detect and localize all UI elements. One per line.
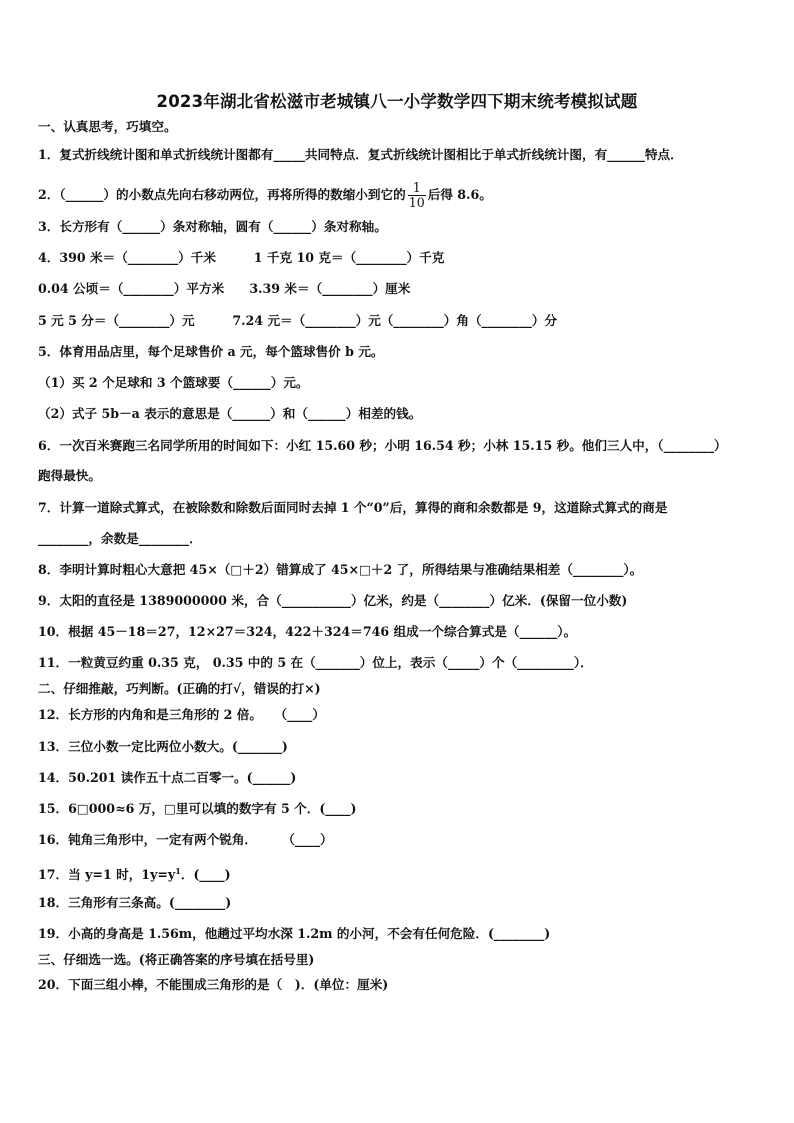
section-1-heading: 一、认真思考，巧填空。	[38, 119, 177, 134]
question-5-part-1: （1）买 2 个足球和 3 个篮球要（______）元。	[38, 375, 309, 390]
question-6-line-2: 跑得最快。	[38, 468, 101, 483]
question-7-line-2: ________，余数是________．	[38, 531, 202, 546]
question-5: 5．体育用品店里，每个足球售价 a 元，每个篮球售价 b 元。	[38, 344, 384, 359]
question-17	[38, 863, 231, 883]
question-10: 10．根据 45－18＝27，12×27＝324，422＋324＝746 组成一个综合算式是（______）。	[38, 624, 577, 639]
question-18: 18．三角形有三条高。(________)	[38, 895, 232, 910]
question-12: 12．长方形的内角和是三角形的 2 倍。 （____）	[38, 707, 325, 722]
question-2-text-before: 2．（______）的小数点先向右移动两位，再将所得的数缩小到它的	[38, 187, 406, 202]
question-2-text-after: 后得 8.6。	[427, 187, 492, 202]
question-17-superscript: 1	[175, 866, 181, 876]
question-13: 13．三位小数一定比两位小数大。(_______)	[38, 739, 288, 754]
question-1: 1．复式折线统计图和单式折线统计图都有_____共同特点．复式折线统计图相比于单式折线统计图，有______特点．	[38, 147, 683, 162]
fraction-one-tenth	[408, 181, 426, 210]
question-4-line-1: 4．390 米＝（________）千米 1 千克 10 克＝（________）千克	[38, 250, 445, 265]
section-2-heading: 二、仔细推敲，巧判断。(正确的打√，错误的打×)	[38, 681, 321, 696]
page-title: 2023年湖北省松滋市老城镇八一小学数学四下期末统考模拟试题	[156, 92, 638, 111]
fraction-denominator: 10	[408, 195, 425, 210]
question-4-line-2: 0.04 公顷＝（________）平方米 3.39 米＝（________）厘米	[38, 281, 411, 296]
section-3-heading: 三、仔细选一选。(将正确答案的序号填在括号里)	[38, 952, 315, 967]
question-20: 20．下面三组小棒，不能围成三角形的是（ )．(单位：厘米)	[38, 977, 389, 992]
question-17-text-before: 17．当 y=1 时，1y=y	[38, 867, 176, 883]
fraction-numerator: 1	[408, 181, 426, 196]
question-5-part-2: （2）式子 5b－a 表示的意思是（______）和（______）相差的钱。	[38, 406, 422, 421]
question-11: 11．一粒黄豆约重 0.35 克， 0.35 中的 5 在（_______）位上，表示（_____）个（_________）．	[38, 655, 593, 670]
question-9: 9．太阳的直径是 1389000000 米，合（___________）亿米，约是（________）亿米．(保留一位小数)	[38, 593, 628, 608]
question-2	[38, 181, 492, 210]
question-17-text-after: ．(____)	[180, 867, 231, 883]
question-6-line-1: 6．一次百米赛跑三名同学所用的时间如下：小红 15.60 秒；小明 16.54 秒；小林 15.15 秒。他们三人中，（________）	[38, 438, 727, 453]
question-7-line-1: 7．计算一道除式算式，在被除数和除数后面同时去掉 1 个“0”后，算得的商和余数都是 9，这道除式算式的商是	[38, 500, 668, 515]
question-14: 14．50.201 读作五十点二百零一。(______)	[38, 770, 297, 785]
question-15: 15．6□000≈6 万，□里可以填的数字有 5 个．(____)	[38, 801, 357, 816]
question-4-line-3: 5 元 5 分＝（________）元 7.24 元＝（________）元（________）角（________）分	[38, 313, 558, 328]
question-19: 19．小高的身高是 1.56m，他趟过平均水深 1.2m 的小河，不会有任何危险．(________)	[38, 926, 551, 941]
question-16: 16．钝角三角形中，一定有两个锐角． （____）	[38, 832, 333, 847]
question-8: 8．李明计算时粗心大意把 45×（□＋2）错算成了 45×□＋2 了，所得结果与准确结果相差（________）。	[38, 562, 643, 577]
question-3: 3．长方形有（______）条对称轴，圆有（______）条对称轴。	[38, 219, 387, 234]
